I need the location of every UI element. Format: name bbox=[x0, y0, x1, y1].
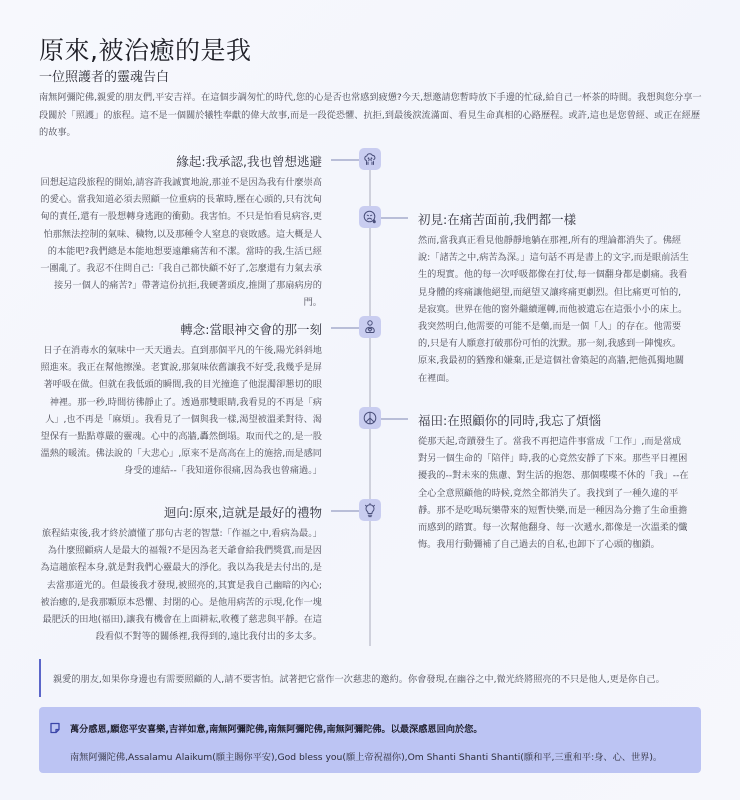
timeline-entry-4 bbox=[418, 411, 690, 553]
page-subtitle: 一位照護者的靈魂告白 bbox=[39, 70, 170, 85]
timeline-node-4 bbox=[359, 407, 381, 429]
entry-body: 回想起這段旅程的開始,請容許我誠實地說,那並不是因為我有什麼崇高的愛心。當我知道必須去照顧一位重病的長輩時,壓在心頭的,只有沈甸甸的責任,還有一股想轉身逃跑的衝動。我害怕。不只是怕看見病容,更怕那無法控制的氣味、穢物,以及那種令人窒息的衰敗感。這大概是人的本能吧?我們總是本能地想要遠離痛苦和不潔。當時的我,生活已經一團亂了。我忍不住問自己:「我自己都快顧不好了,怎麼還有力氣去承接另一個人的痛苦?」帶著這份抗拒,我硬著頭皮,推開了那扇病房的門。 bbox=[40, 177, 322, 309]
timeline-connector bbox=[381, 217, 408, 219]
blessing-heading: 萬分感恩,願您平安喜樂,吉祥如意,南無阿彌陀佛,南無阿彌陀佛,南無阿彌陀佛。以最深感恩回向於您。 bbox=[70, 724, 483, 735]
crying-cloud-icon bbox=[362, 151, 378, 167]
person-heart-icon bbox=[362, 319, 378, 335]
closing-text: 親愛的朋友,如果你身邊也有需要照顧的人,請不要害怕。試著把它當作一次慈悲的邀約。你會發現,在幽谷之中,微光終將照亮的不只是他人,更是你自己。 bbox=[53, 674, 665, 685]
timeline-entry-1 bbox=[40, 152, 322, 312]
timeline-node-2 bbox=[359, 206, 381, 228]
timeline-connector bbox=[331, 510, 359, 512]
note-icon bbox=[49, 722, 61, 734]
peace-icon bbox=[362, 410, 378, 426]
entry-body: 然而,當我真正看見他靜靜地躺在那裡,所有的理論都消失了。佛經說:「諸苦之中,病苦為深。」這句話不再是書上的文字,而是眼前活生生的現實。他的每一次呼吸都像在打仗,每一個翻身都是劇痛。我看見身體的疼痛讓他絕望,而絕望又讓疼痛更劇烈。但比痛更可怕的,是寂寞。世界在他的窗外繼續運轉,而他被遺忘在這張小小的床上。我突然明白,他需要的可能不是藥,而是一個「人」的存在。他需要的,只是有人願意打破那份可怕的沈默。那一刻,我感到一陣愧疚。原來,我最初的猶豫和嫌棄,正是這個社會築起的高牆,把他孤獨地關在裡面。 bbox=[418, 235, 689, 384]
closing-quote bbox=[39, 659, 703, 697]
entry-body: 日子在消毒水的氣味中一天天過去。直到那個平凡的午後,陽光斜斜地照進來。我正在幫他擦澡。老實說,那氣味依舊讓我不好受,我幾乎是屏著呼吸在做。但就在我低頭的瞬間,我的目光撞進了他混濁卻懇切的眼神裡。那一秒,時間彷彿靜止了。透過那雙眼睛,我看見的不再是「病人」,也不再是「麻煩」。我看見了一個與我一樣,渴望被溫柔對待、渴望保有一點點尊嚴的靈魂。心中的高牆,轟然倒塌。取而代之的,是一股溫熱的暖流。佛法說的「大悲心」,原來不是高高在上的施捨,而是感同身受的連結--「我知道你很痛,因為我也曾痛過。」 bbox=[40, 345, 322, 477]
timeline-node-1 bbox=[359, 148, 381, 170]
entry-title: 緣起:我承認,我也曾想逃避 bbox=[176, 154, 322, 169]
sad-face-tear-icon bbox=[362, 209, 378, 225]
timeline-node-5 bbox=[359, 499, 381, 521]
timeline-entry-2 bbox=[418, 210, 690, 387]
timeline-entry-3 bbox=[40, 320, 322, 480]
timeline-connector bbox=[381, 418, 408, 420]
intro-paragraph: 南無阿彌陀佛,親愛的朋友們,平安吉祥。在這個步調匆忙的時代,您的心是否也常感到疲憊?今天,想邀請您暫時放下手邊的忙碌,給自己一杯茶的時間。我想與您分享一段關於「照護」的旅程。這不是一個關於犧牲奉獻的偉大故事,而是一段從恐懼、抗拒,到最後淚流滿面、看見生命真相的心路歷程。或許,這也是您曾經、或正在經歷的故事。 bbox=[39, 92, 702, 138]
timeline-node-3 bbox=[359, 316, 381, 338]
blessing-callout bbox=[39, 707, 701, 773]
entry-body: 從那天起,奇蹟發生了。當我不再把這件事當成「工作」,而是當成對另一個生命的「陪伴」時,我的心竟然安靜了下來。那些平日裡困擾我的--對未來的焦慮、對生活的抱怨、那個喋喋不休的「我」--在全心全意照顧他的時候,竟然全都消失了。我找到了一種久違的平靜。那不是吃喝玩樂帶來的短暫快樂,而是一種因為分擔了生命重擔而感到的踏實。每一次幫他翻身、每一次遞水,都像是一次溫柔的懺悔。我用行動彌補了自己過去的自私,也卸下了心頭的枷鎖。 bbox=[418, 436, 689, 551]
timeline-connector bbox=[331, 159, 359, 161]
entry-title: 轉念:當眼神交會的那一刻 bbox=[180, 322, 322, 337]
entry-title: 福田:在照顧你的同時,我忘了煩惱 bbox=[418, 413, 602, 428]
blessing-text: 南無阿彌陀佛,Assalamu Alaikum(願主賜你平安),God bless you(願上帝祝福你),Om Shanti Shanti Shanti(願和平,三重和平:身、心、世界)。 bbox=[70, 752, 663, 763]
lightbulb-icon bbox=[362, 502, 378, 518]
entry-title: 初見:在痛苦面前,我們都一樣 bbox=[418, 212, 577, 227]
entry-body: 旅程結束後,我才終於讀懂了那句古老的智慧:「作福之中,看病為最。」為什麼照顧病人是最大的福報?不是因為老天爺會給我們獎賞,而是因為這趟旅程本身,就是對我們心靈最大的淨化。我以為我是去付出的,是去當那道光的。但最後我才發現,被照亮的,其實是我自己幽暗的內心;被治癒的,是我那顆原本恐懼、封閉的心。是他用病苦的示現,化作一塊最肥沃的田地(福田),讓我有機會在上面耕耘,收穫了慈悲與平靜。在這段看似不對等的關係裡,我得到的,遠比我付出的多太多。 bbox=[40, 528, 322, 643]
timeline-connector bbox=[331, 327, 359, 329]
page-title: 原來,被治癒的是我 bbox=[39, 36, 252, 65]
entry-title: 迴向:原來,這就是最好的禮物 bbox=[163, 505, 322, 520]
timeline-entry-5 bbox=[40, 503, 322, 645]
